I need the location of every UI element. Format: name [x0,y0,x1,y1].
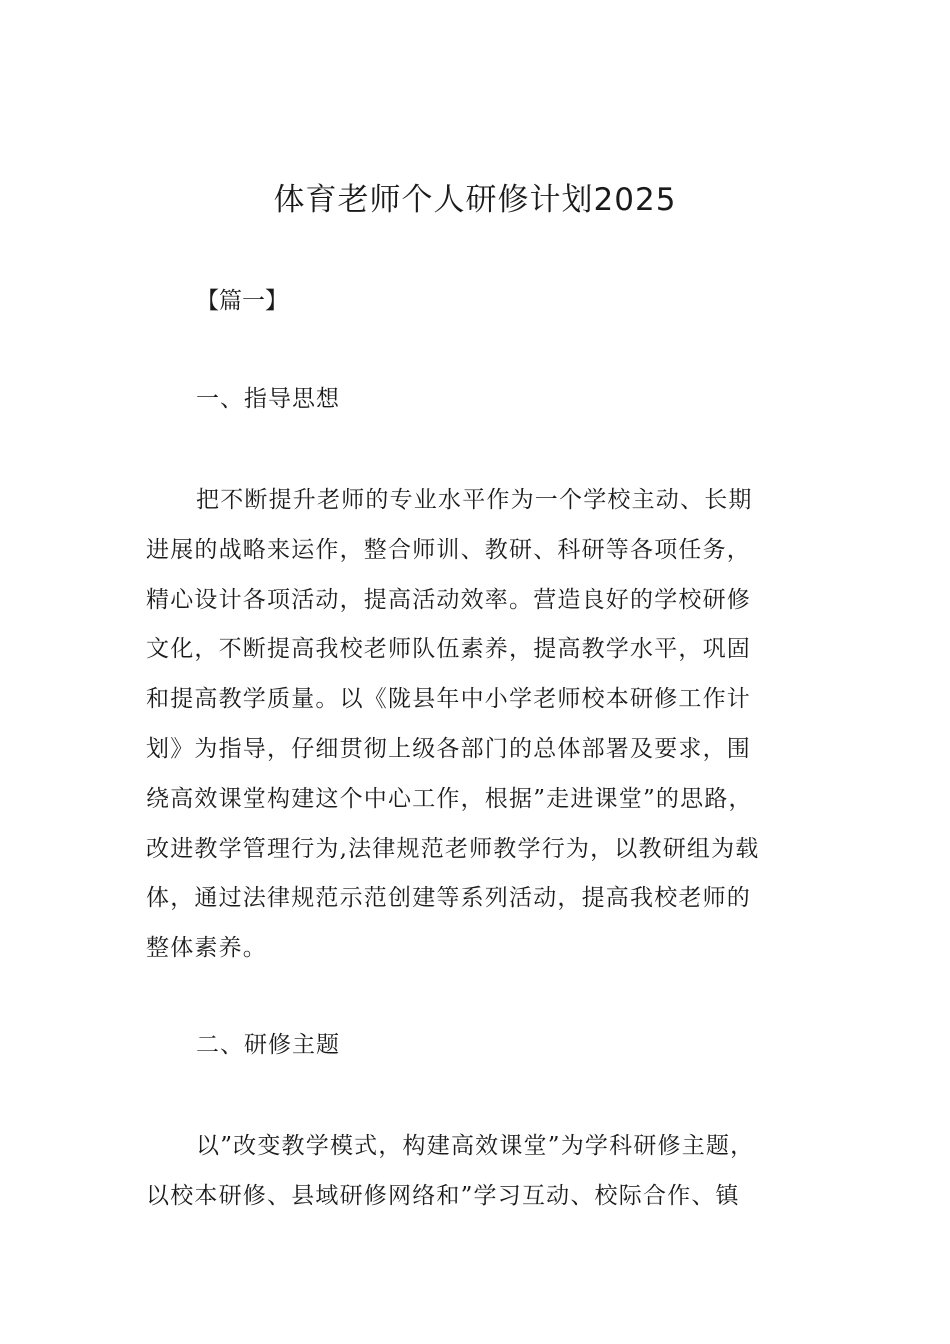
paragraph-line: 文化，不断提高我校老师队伍素养，提高教学水平，巩固 [146,636,751,663]
paragraph-line: 和提高教学质量。以《陇县年中小学老师校本研修工作计 [146,686,751,713]
paragraph-line: 绕高效课堂构建这个中心工作，根据”走进课堂”的思路， [146,785,753,812]
paragraph-line: 划》为指导，仔细贯彻上级各部门的总体部署及要求，围 [146,735,751,762]
section-heading-guiding-ideology: 一、指导思想 [196,386,340,412]
paragraph-line: 体，通过法律规范示范创建等系列活动，提高我校老师的 [146,885,751,912]
paragraph-line: 精心设计各项活动，提高活动效率。营造良好的学校研修 [146,586,751,613]
paragraph-guiding-ideology [146,476,826,974]
section-heading-research-theme: 二、研修主题 [196,1032,340,1058]
paragraph-line: 整体素养。 [146,935,267,962]
part-label: 【篇一】 [196,288,288,314]
paragraph-line: 进展的战略来运作，整合师训、教研、科研等各项任务， [146,536,751,563]
paragraph-line: 以校本研修、县域研修网络和”学习互动、校际合作、镇 [146,1182,740,1209]
paragraph-line: 把不断提升老师的专业水平作为一个学校主动、长期 [196,487,753,513]
document-title: 体育老师个人研修计划2025 [273,182,677,218]
paragraph-line: 改进教学管理行为,法律规范老师教学行为，以教研组为载 [146,835,760,862]
paragraph-research-theme [146,1122,826,1222]
paragraph-line: 以”改变教学模式，构建高效课堂”为学科研修主题， [196,1133,755,1159]
